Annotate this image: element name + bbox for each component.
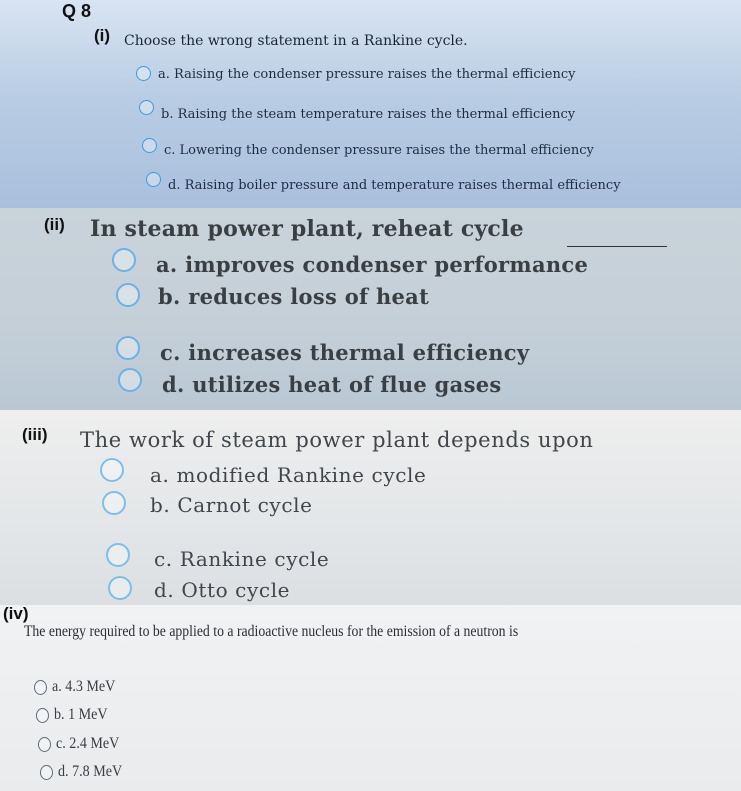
part-ii-option-b-radio[interactable] bbox=[116, 283, 140, 307]
question-number: Q 8 bbox=[62, 1, 92, 21]
question-part-i bbox=[0, 0, 741, 208]
part-ii-option-d-label: d. utilizes heat of flue gases bbox=[162, 372, 502, 397]
part-i-option-b-radio[interactable] bbox=[139, 100, 154, 115]
part-iv-option-d-radio[interactable] bbox=[40, 765, 53, 780]
part-ii-option-c-radio[interactable] bbox=[116, 336, 140, 360]
part-ii-option-d-radio[interactable] bbox=[118, 368, 142, 392]
part-ii-question-text: In steam power plant, reheat cycle bbox=[90, 216, 524, 242]
part-iii-option-b-radio[interactable] bbox=[102, 491, 126, 515]
part-iv-option-a-radio[interactable] bbox=[34, 680, 47, 695]
part-ii-option-a-radio[interactable] bbox=[112, 248, 136, 272]
part-i-label: (i) bbox=[94, 26, 111, 45]
part-i-option-c-label: c. Lowering the condenser pressure raises the thermal efficiency bbox=[164, 143, 594, 158]
part-i-option-a-label: a. Raising the condenser pressure raises the thermal efficiency bbox=[158, 67, 576, 82]
part-ii-option-c-label: c. increases thermal efficiency bbox=[160, 340, 530, 365]
part-iii-label: (iii) bbox=[22, 425, 48, 444]
part-iv-option-c-radio[interactable] bbox=[38, 737, 51, 752]
part-ii-label: (ii) bbox=[44, 215, 65, 234]
part-iv-option-b-label: b. 1 MeV bbox=[54, 706, 108, 723]
part-i-option-d-radio[interactable] bbox=[146, 172, 161, 187]
part-iv-question-text: The energy required to be applied to a radioactive nucleus for the emission of a neutron is bbox=[24, 623, 519, 640]
part-i-option-b-label: b. Raising the steam temperature raises the thermal efficiency bbox=[161, 107, 576, 122]
part-iii-option-d-label: d. Otto cycle bbox=[154, 578, 291, 602]
part-iv-option-c-label: c. 2.4 MeV bbox=[56, 735, 120, 752]
part-iii-option-d-radio[interactable] bbox=[108, 576, 132, 600]
part-iii-option-c-label: c. Rankine cycle bbox=[154, 547, 330, 571]
part-ii-option-a-label: a. improves condenser performance bbox=[156, 252, 589, 277]
part-i-option-a-radio[interactable] bbox=[136, 66, 151, 81]
part-iii-option-b-label: b. Carnot cycle bbox=[150, 493, 313, 517]
part-ii-option-b-label: b. reduces loss of heat bbox=[158, 284, 430, 309]
answer-blank bbox=[567, 246, 667, 247]
part-i-option-c-radio[interactable] bbox=[142, 138, 157, 153]
part-i-question-text: Choose the wrong statement in a Rankine cycle. bbox=[124, 33, 468, 49]
part-iv-option-d-label: d. 7.8 MeV bbox=[58, 763, 123, 780]
part-iii-question-text: The work of steam power plant depends upon bbox=[80, 428, 594, 452]
part-iv-option-b-radio[interactable] bbox=[36, 708, 49, 723]
part-iii-option-c-radio[interactable] bbox=[106, 543, 130, 567]
part-iv-option-a-label: a. 4.3 MeV bbox=[52, 678, 116, 695]
part-iii-option-a-label: a. modified Rankine cycle bbox=[150, 463, 427, 487]
part-iv-label: (iv) bbox=[3, 604, 29, 623]
part-iii-option-a-radio[interactable] bbox=[100, 458, 124, 482]
part-i-option-d-label: d. Raising boiler pressure and temperature raises thermal efficiency bbox=[168, 178, 621, 193]
